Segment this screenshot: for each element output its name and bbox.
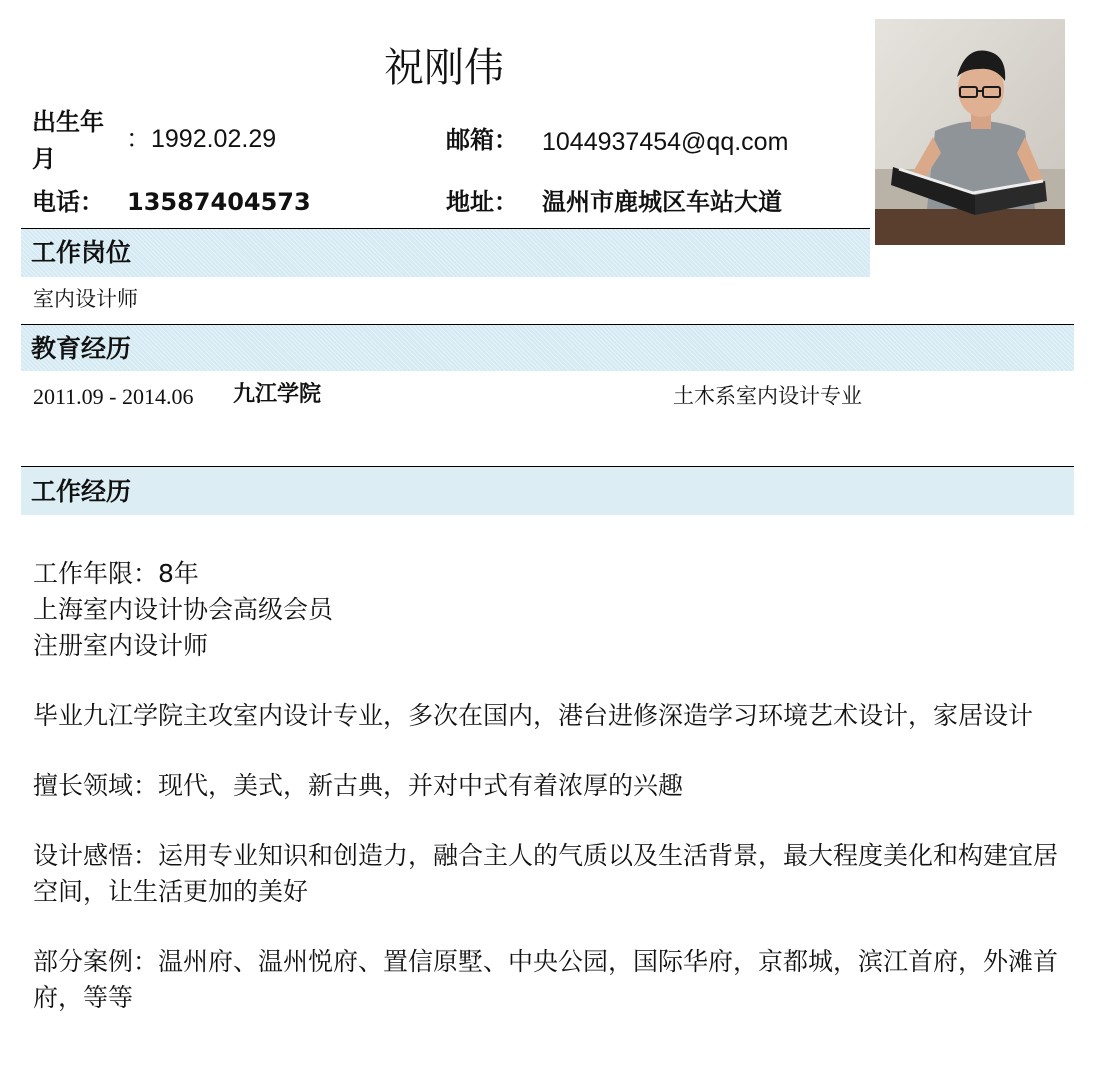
position-value: 室内设计师 xyxy=(33,287,138,311)
section-band-work xyxy=(21,467,1074,515)
section-title-position: 工作岗位 xyxy=(31,238,132,267)
work-line: 设计感悟：运用专业知识和创造力，融合主人的气质以及生活背景，最大程度美化和构建宜居空间，让生活更加的美好 xyxy=(33,841,1059,906)
education-period: 2011.09 - 2014.06 xyxy=(33,384,194,409)
profile-photo xyxy=(875,19,1065,245)
phone-value: 13587404573 xyxy=(127,188,311,216)
education-school: 九江学院 xyxy=(233,382,322,407)
address-value: 温州市鹿城区车站大道 xyxy=(542,188,782,216)
work-line: 毕业九江学院主攻室内设计专业，多次在国内，港台进修深造学习环境艺术设计，家居设计 xyxy=(33,701,1034,730)
work-line: 擅长领域：现代，美式，新古典，并对中式有着浓厚的兴趣 xyxy=(33,771,684,800)
birth-label: 出生年月 xyxy=(32,108,104,173)
work-description xyxy=(33,556,1063,1016)
section-title-work: 工作经历 xyxy=(31,477,132,506)
section-band-education xyxy=(21,325,1074,371)
email-value: 1044937454@qq.com xyxy=(542,128,789,156)
phone-label: 电话： xyxy=(32,188,104,216)
address-label: 地址： xyxy=(446,188,518,216)
work-line: 注册室内设计师 xyxy=(33,631,209,660)
work-line: 部分案例：温州府、温州悦府、置信原墅、中央公园，国际华府，京都城，滨江首府，外滩首府，等等 xyxy=(33,947,1059,1012)
section-title-education: 教育经历 xyxy=(31,334,132,363)
work-line: 工作年限：8年 xyxy=(33,559,199,588)
email-label: 邮箱： xyxy=(446,126,518,154)
work-line: 上海室内设计协会高级会员 xyxy=(33,595,334,624)
birth-value: ：1992.02.29 xyxy=(126,125,277,153)
candidate-name: 祝刚伟 xyxy=(384,45,504,91)
education-major: 土木系室内设计专业 xyxy=(673,384,862,408)
section-band-position xyxy=(21,229,870,277)
